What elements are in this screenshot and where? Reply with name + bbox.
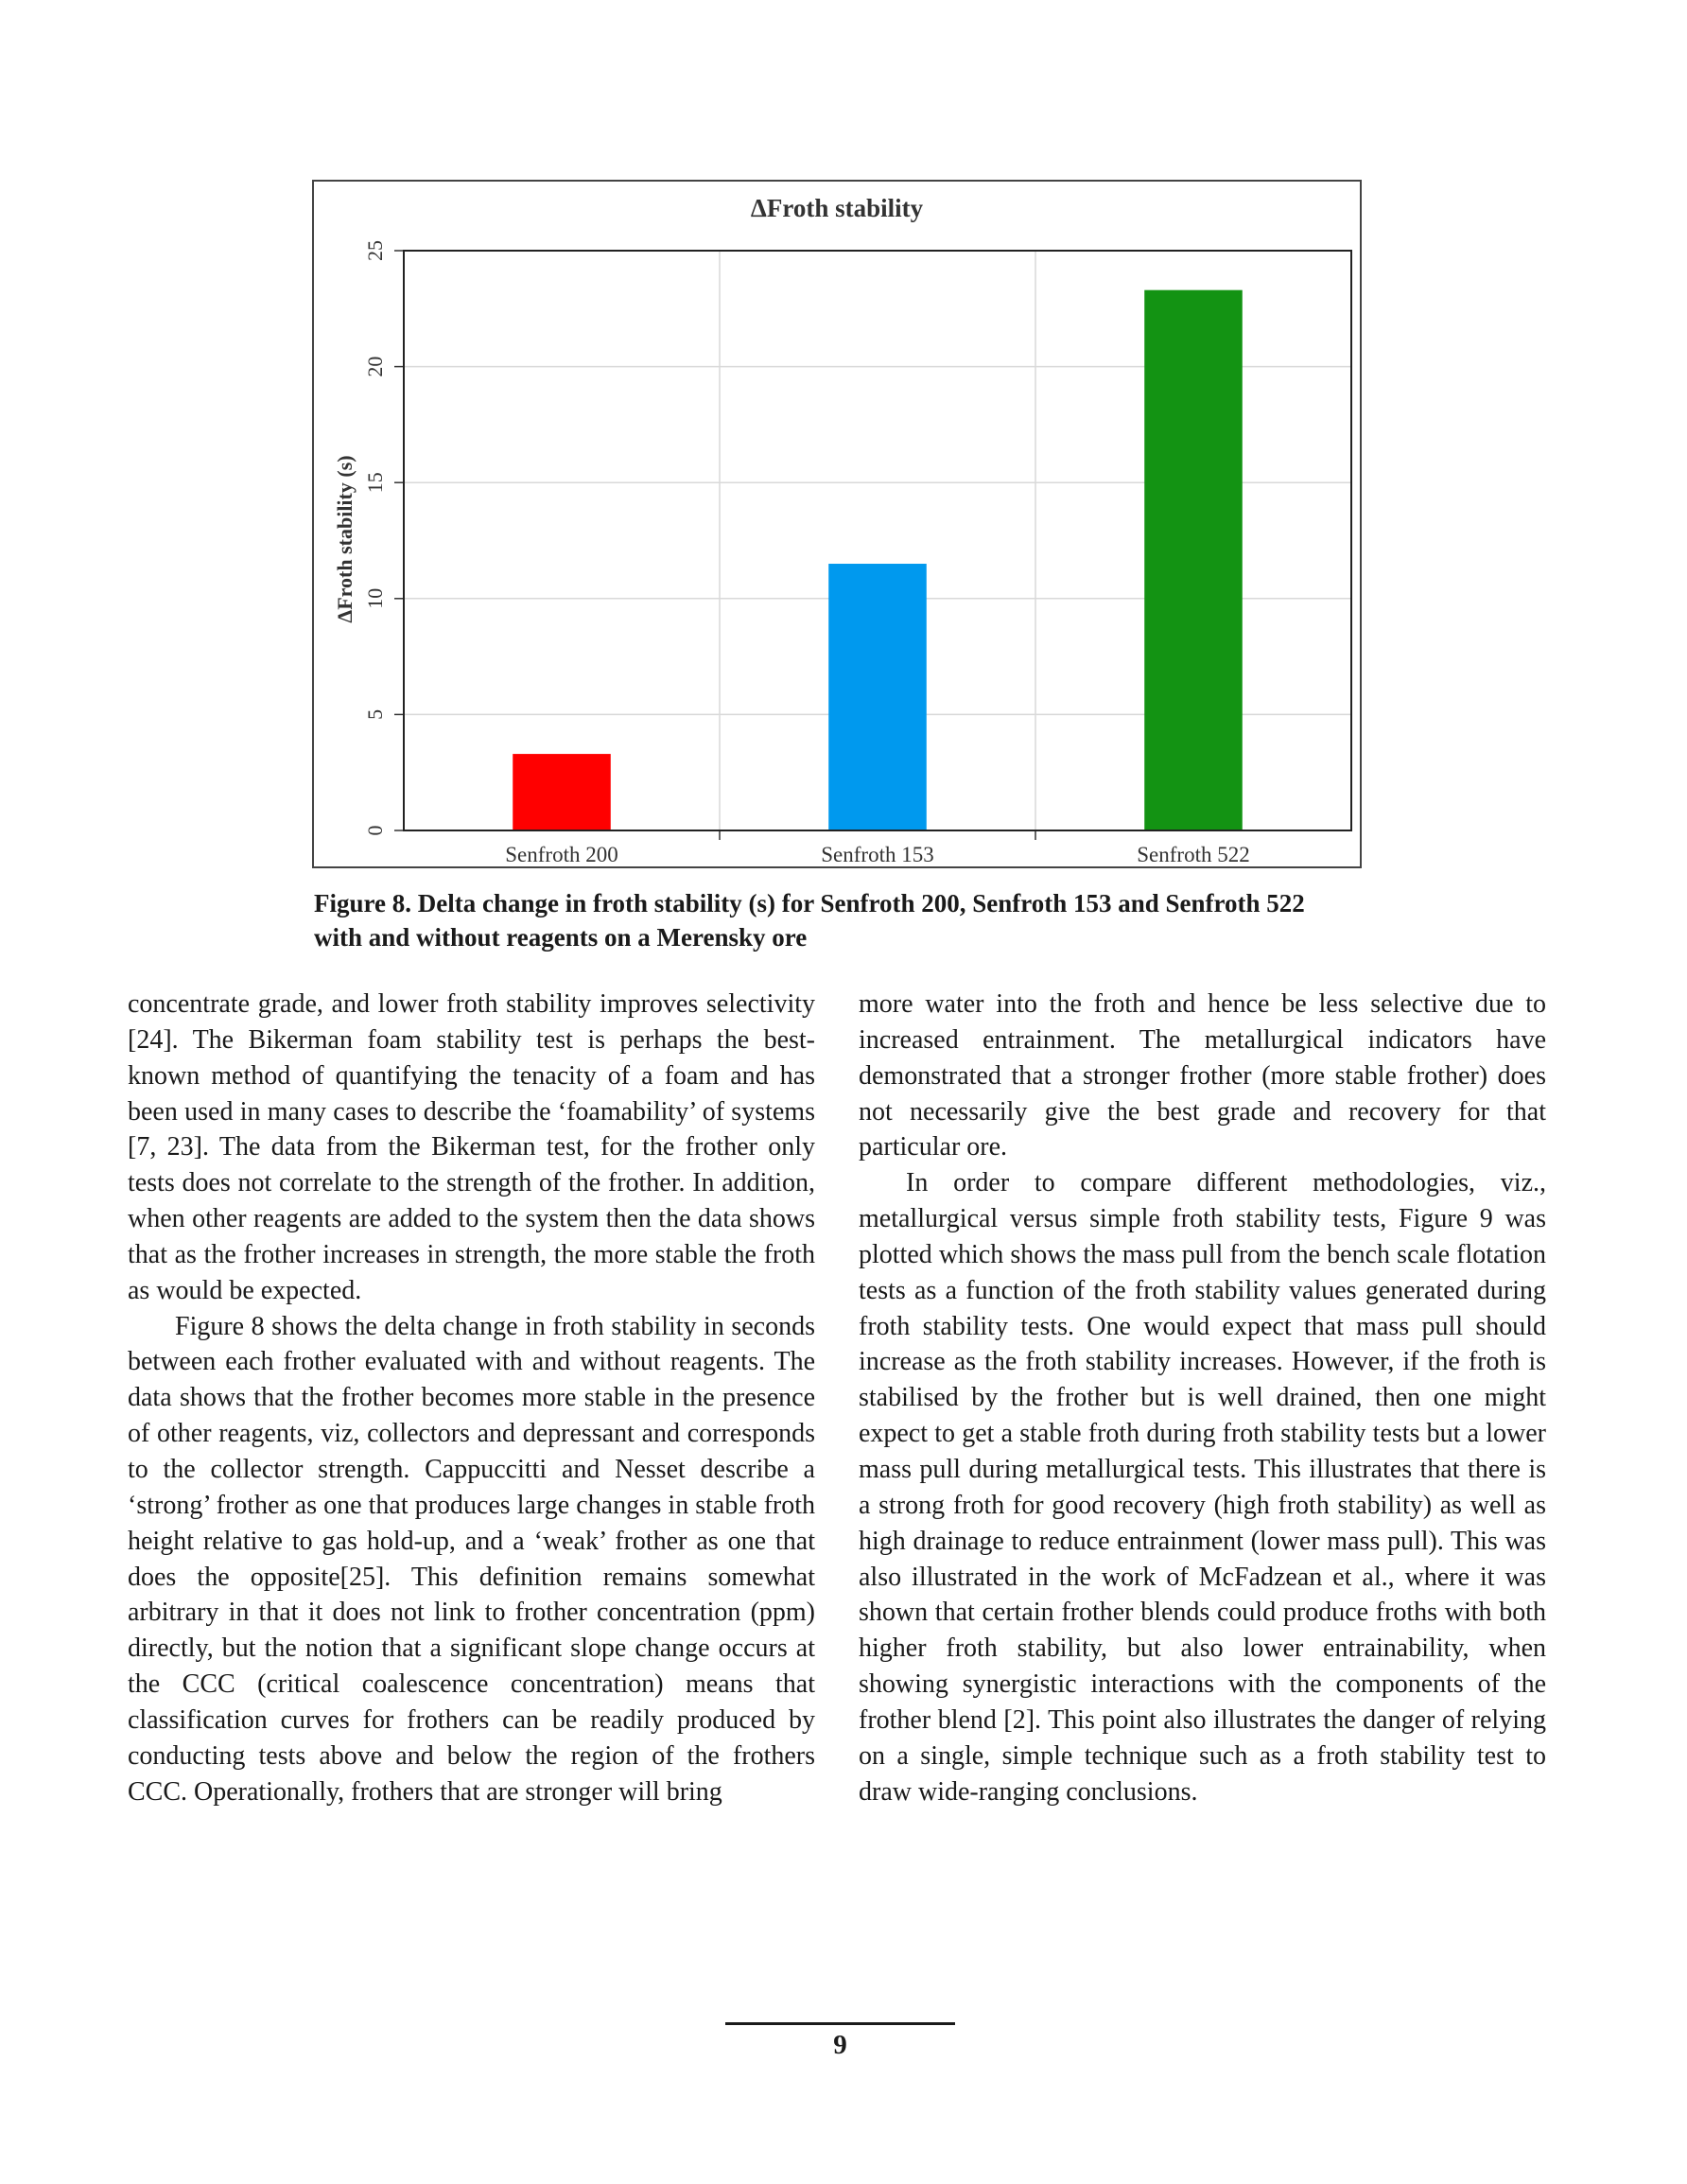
y-axis-label: ΔFroth stability (s) <box>333 455 357 623</box>
y-tick-label: 5 <box>363 708 388 720</box>
paragraph: In order to compare different methodologies, viz., metallurgical versus simple froth stability tests, Figure 9 was plotted which shows the mass pull from the bench scale flotation tests as a function of the froth stability values generated during froth stability tests. One would expect that mass pull should increase as the froth stability increases. However, if the froth is stabilised by the frother but is well drained, then one might expect to get a stable froth during froth stability tests but a lower mass pull during metallurgical tests. This illustrates that there is a strong froth for good recovery (high froth stability) as well as high drainage to reduce entrainment (lower mass pull). This was also illustrated in the work of McFadzean et al., where it was shown that certain frother blends could produce froths with both higher froth stability, but also lower entrainability, when showing synergistic interactions with the components of the frother blend [2]. This point also illustrates the danger of relying on a single, simple technique such as a froth stability test to draw wide-ranging conclusions. <box>859 1168 1546 1807</box>
x-tick-label: Senfroth 522 <box>1137 843 1250 866</box>
paragraph: more water into the froth and hence be less selective due to increased entrainment. The metallurgical indicators have demonstrated that a stronger frother (more stable frother) does not necessarily give the best grade and recovery for that particular ore. <box>859 989 1546 1162</box>
paragraph: Figure 8 shows the delta change in froth stability in seconds between each frother evaluated with and without reagents. The data shows that the frother becomes more stable in the presence of other reagents, viz, collectors and depressant and corresponds to the collector strength. Cappuccitti and Nesset describe a ‘strong’ frother as one that produces large changes in stable froth height relative to gas hold-up, and a ‘weak’ frother as one that does the opposite[25]. This definition remains somewhat arbitrary in that it does not link to frother concentration (ppm) directly, but the notion that a significant slope change occurs at the CCC (critical coalescence concentration) means that classification curves for frothers can be readily produced by conducting tests above and below the region of the frothers CCC. Operationally, frothers that are stronger will bring <box>128 1311 815 1807</box>
x-tick-label: Senfroth 153 <box>821 843 934 866</box>
y-tick-label: 15 <box>363 472 388 494</box>
y-tick-label: 25 <box>363 240 388 261</box>
bar <box>828 564 927 830</box>
figure-caption <box>314 886 1392 954</box>
chart-title: ΔFroth stability <box>750 194 924 222</box>
left-column <box>128 987 815 1809</box>
bar <box>1144 290 1243 830</box>
caption-line-1: Figure 8. Delta change in froth stability (s) for Senfroth 200, Senfroth 153 and Senfroth 522 <box>314 889 1305 917</box>
right-column <box>859 987 1546 1809</box>
page-number: 9 <box>833 2030 847 2060</box>
footer-rule <box>725 2022 955 2025</box>
y-tick-label: 10 <box>363 587 388 609</box>
bar-chart <box>314 182 1360 866</box>
y-tick-label: 0 <box>363 825 388 836</box>
y-tick-label: 20 <box>363 356 388 377</box>
x-tick-label: Senfroth 200 <box>505 843 618 866</box>
paragraph: concentrate grade, and lower froth stability improves selectivity [24]. The Bikerman foam stability test is perhaps the best-known method of quantifying the tenacity of a foam and has been used in many cases to describe the ‘foamability’ of systems [7, 23]. The data from the Bikerman test, for the frother only tests does not correlate to the strength of the frother. In addition, when other reagents are added to the system then the data shows that as the frother increases in strength, the more stable the froth as would be expected. <box>128 989 815 1305</box>
caption-line-2: with and without reagents on a Merensky ore <box>314 923 808 952</box>
bar <box>513 754 611 830</box>
figure-8-chart <box>312 180 1362 868</box>
